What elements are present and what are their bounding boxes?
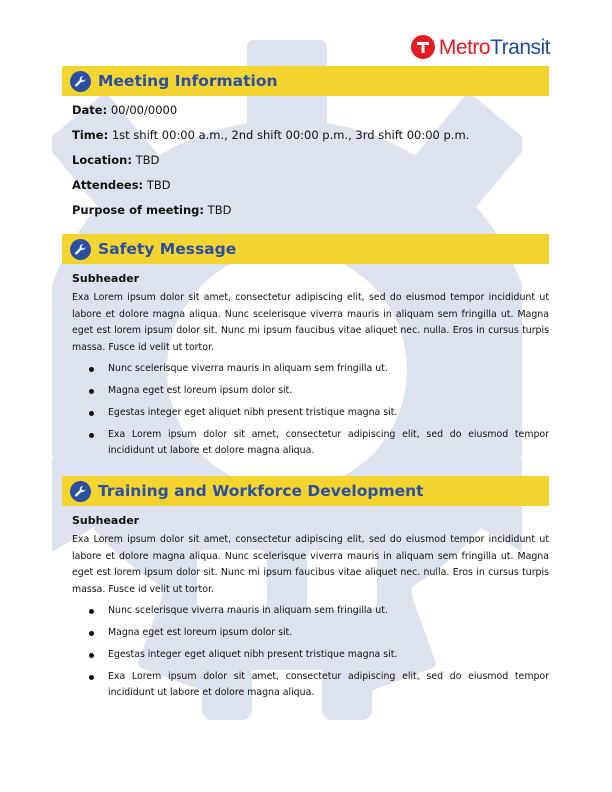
wrench-icon [70, 71, 91, 92]
bullet-dot [89, 433, 94, 438]
bullet-list [72, 603, 549, 700]
bullet-dot [89, 675, 94, 680]
section-title: Meeting Information [98, 72, 278, 90]
date-value: 00/00/0000 [110, 103, 178, 117]
location-value: TBD [135, 153, 160, 167]
bullet-list [72, 361, 549, 458]
subheader: Subheader [72, 272, 140, 285]
bullet-text: Exa Lorem ipsum dolor sit amet, consectetur adipiscing elit, sed do eiusmod tempor incididunt ut labore et dolore magna aliqua. [108, 429, 549, 456]
document-body [62, 66, 549, 698]
bullet-text: Egestas integer eget aliquet nibh present tristique magna sit. [108, 407, 398, 418]
section-header [62, 234, 549, 264]
meeting-location [72, 148, 549, 173]
purpose-label: Purpose of meeting: [72, 203, 205, 217]
location-label: Location: [72, 153, 132, 167]
wrench-icon [70, 481, 91, 502]
section-title: Safety Message [98, 240, 237, 258]
bullet-item [72, 603, 549, 619]
paragraph: Exa Lorem ipsum dolor sit amet, consectetur adipiscing elit, sed do eiusmod tempor incididunt ut labore et dolore magna aliqua. Nunc scelerisque viverra mauris in aliquam sem fringilla ut. Magna eget est lorem ipsum dolor sit. Nunc mi ipsum faucibus vitae aliquet nec. nulla. Eros in cursus turpis massa. Fusce id velit ut tortor. [72, 534, 549, 595]
logo-transit: Transit [490, 35, 550, 59]
logo-wordmark [439, 37, 550, 58]
meeting-date [72, 98, 549, 123]
bullet-item [72, 361, 549, 377]
subheader: Subheader [72, 514, 140, 527]
meeting-attendees [72, 173, 549, 198]
bullet-item [72, 647, 549, 663]
logo-metro: Metro [438, 35, 491, 59]
time-label: Time: [72, 128, 109, 142]
bullet-dot [89, 367, 94, 372]
bullet-text: Egestas integer eget aliquet nibh present tristique magna sit. [108, 649, 398, 660]
metro-transit-t-icon [411, 35, 435, 59]
safety-message-section [62, 234, 549, 465]
bullet-item [72, 383, 549, 399]
bullet-item [72, 405, 549, 421]
bullet-item [72, 669, 549, 700]
bullet-text: Exa Lorem ipsum dolor sit amet, consectetur adipiscing elit, sed do eiusmod tempor incididunt ut labore et dolore magna aliqua. [108, 671, 549, 698]
training-workforce-section [62, 476, 549, 707]
meeting-information-section [62, 66, 549, 223]
meeting-time [72, 123, 549, 148]
section-title: Training and Workforce Development [98, 482, 424, 500]
attendees-label: Attendees: [72, 178, 144, 192]
bullet-text: Nunc scelerisque viverra mauris in aliquam sem fringilla ut. [108, 605, 388, 616]
bullet-text: Magna eget est loreum ipsum dolor sit. [108, 627, 293, 638]
attendees-value: TBD [146, 178, 171, 192]
section-header [62, 66, 549, 96]
bullet-item [72, 427, 549, 458]
bullet-text: Nunc scelerisque viverra mauris in aliquam sem fringilla ut. [108, 363, 388, 374]
purpose-value: TBD [207, 203, 232, 217]
meeting-purpose [72, 198, 549, 223]
wrench-icon [70, 239, 91, 260]
bullet-dot [89, 653, 94, 658]
paragraph: Exa Lorem ipsum dolor sit amet, consectetur adipiscing elit, sed do eiusmod tempor incididunt ut labore et dolore magna aliqua. Nunc scelerisque viverra mauris in aliquam sem fringilla ut. Magna eget est lorem ipsum dolor sit. Nunc mi ipsum faucibus vitae aliquet nec. nulla. Eros in cursus turpis massa. Fusce id velit ut tortor. [72, 292, 549, 353]
bullet-text: Magna eget est loreum ipsum dolor sit. [108, 385, 293, 396]
bullet-dot [89, 631, 94, 636]
date-label: Date: [72, 103, 108, 117]
bullet-dot [89, 609, 94, 614]
bullet-dot [89, 389, 94, 394]
bullet-item [72, 625, 549, 641]
metro-transit-logo [411, 35, 550, 59]
time-value: 1st shift 00:00 a.m., 2nd shift 00:00 p.m., 3rd shift 00:00 p.m. [111, 128, 470, 142]
section-header [62, 476, 549, 506]
bullet-dot [89, 411, 94, 416]
